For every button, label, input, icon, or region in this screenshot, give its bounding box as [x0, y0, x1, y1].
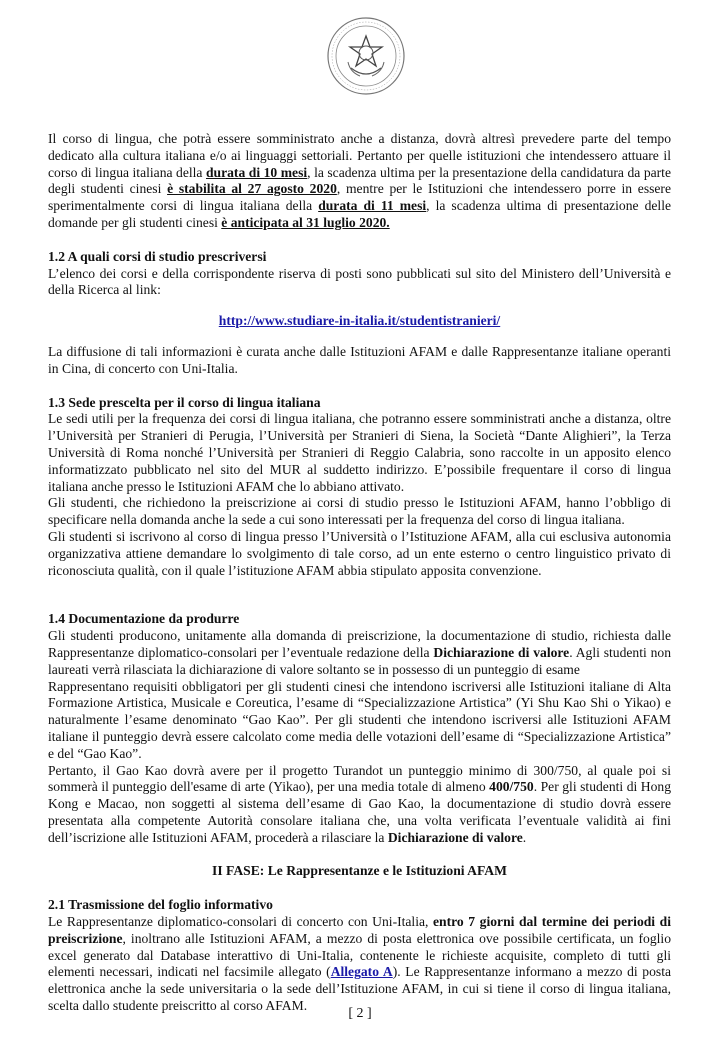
text: . [522, 829, 527, 845]
text: , inoltrano alle Istituzioni AFAM, a mezzo di posta elettronica ove possibile certificata, un foglio excel generato dal Database interattivo di Uni-Italia, contenente le richieste acquisite, completo di tutti gli elementi necessari, indicati nel facsimile allegato ( [48, 930, 671, 980]
emphasis-deadline-jul: è anticipata al 31 luglio 2020. [221, 214, 390, 230]
section-heading-2-1: 2.1 Trasmissione del foglio informativo [48, 897, 273, 913]
emphasis-score: 400/750 [489, 779, 534, 795]
emphasis-duration-11: durata di 11 mesi [318, 198, 427, 214]
paragraph-gao-kao-score [48, 763, 671, 847]
emphasis-7-days: entro 7 giorni dal termine dei periodi di preiscrizione [48, 914, 671, 946]
page-number: [ 2 ] [348, 1006, 372, 1021]
paragraph-preregistration-obligation: Gli studenti, che richiedono la preiscrizione ai corsi di studio presso le Istituzioni AFAM, hanno l’obbligo di specificare nella domanda anche la sede a cui sono interessati per la frequenza del corso di lingua italiana. [48, 495, 671, 528]
italian-republic-emblem-icon [326, 16, 406, 96]
text: ). Le Rappresentanze informano a mezzo di posta elettronica anche la sede universitaria o la sede dell’Istituzione AFAM, in cui si tiene il corso di lingua italiana, scelta dallo studente preiscritto al corso AFAM. [48, 964, 672, 1014]
text: , la scadenza ultima di presentazione delle domande per gli studenti cinesi [48, 198, 671, 230]
paragraph-diffusion: La diffusione di tali informazioni è curata anche dalle Istituzioni AFAM e dalle Rappresentanze italiane operanti in Cina, di concerto con Uni-Italia. [48, 343, 671, 376]
studiare-in-italia-link[interactable]: http://www.studiare-in-italia.it/studentistranieri/ [218, 313, 501, 329]
phase-2-heading: II FASE: Le Rappresentanze e le Istituzioni AFAM [212, 863, 507, 879]
paragraph-transmission [48, 914, 671, 1015]
paragraph-documentation [48, 628, 671, 678]
paragraph-language-course [48, 131, 671, 232]
section-heading-1-4: 1.4 Documentazione da produrre [48, 611, 240, 627]
document-body [48, 131, 671, 1015]
emphasis-duration-10: durata di 10 mesi [205, 164, 308, 180]
emphasis-declaration: Dichiarazione di valore [433, 644, 570, 660]
emphasis-deadline-aug: è stabilita al 27 agosto 2020 [167, 181, 337, 197]
allegato-a-link[interactable]: Allegato A [330, 964, 393, 980]
section-heading-1-3: 1.3 Sede prescelta per il corso di lingua italiana [48, 394, 321, 410]
emphasis-declaration: Dichiarazione di valore [387, 829, 523, 845]
paragraph-enrollment-autonomy: Gli studenti si iscrivono al corso di lingua presso l’Università o l’Istituzione AFAM, alla cui esclusiva autonomia organizzativa attiene demandare lo svolgimento di tale corso, ad un ente esterno o centro linguistico privato di riconosciuta qualità, con il quale l’istituzione AFAM abbia stipulato apposita convenzione. [48, 528, 671, 578]
text: , mentre per le Istituzioni che intendessero porre in essere sperimentalmente corsi di lingua italiana della [48, 181, 671, 214]
text: Pertanto, il Gao Kao dovrà avere per il progetto Turandot un punteggio minimo di 300/750, al quale poi si sommerà il punteggio dell'esame di arte (Yikao), per una media totale di almeno [48, 762, 671, 795]
paragraph-courses-list: L’elenco dei corsi e della corrispondente riserva di posti sono pubblicati sul sito del Ministero dell’Università e della Ricerca al link: [48, 265, 671, 298]
text: . Agli studenti non laureati verrà rilasciata la dichiarazione di valore soltanto se in possesso di un punteggio di esame [48, 644, 672, 677]
text: Le Rappresentanze diplomatico-consolari di concerto con Uni-Italia, [48, 914, 433, 930]
section-heading-1-2: 1.2 A quali corsi di studio prescriversi [48, 248, 267, 264]
text: , la scadenza ultima per la presentazione della candidatura da parte degli studenti cinesi [48, 164, 671, 197]
text: Il corso di lingua, che potrà essere somministrato anche a distanza, dovrà altresì prevedere parte del tempo dedicato alla cultura italiana e/o ai linguaggi settoriali. Pertanto per quelle istituzioni che intendessero attuare il corso di lingua italiana della [48, 131, 671, 180]
text: . Per gli studenti di Hong Kong e Macao, non soggetti al sistema dell’esame di Gao Kao, la documentazione di studio dovrà essere presentata alla competente Autorità consolare italiana che, una volta verificata l’eventuale validità ai fini dell’iscrizione alle Istituzioni AFAM, procederà a rilasciare la [48, 779, 671, 845]
paragraph-course-locations: Le sedi utili per la frequenza dei corsi di lingua italiana, che potranno essere somministrati anche a distanza, oltre l’Università per Stranieri di Perugia, l’Università per Stranieri di Siena, la Società “Dante Alighieri”, la Terza Università di Roma nonché l’Università per Stranieri di Reggio Calabria, sono raccolte in un apposito elenco informatizzato pubblicato nel sito del MUR al suddetto indirizzo. E’possibile frequentare il corso di lingua italiana anche presso le Istituzioni AFAM che lo abbiano attivato. [48, 411, 671, 494]
paragraph-requirements: Rappresentano requisiti obbligatori per gli studenti cinesi che intendono iscriversi alle Istituzioni italiane di Alta Formazione Artistica, Musicale e Coreutica, l’esame di “Specializzazione Artistica” (Yi Shu Kao Shi o Yikao) e naturalmente l’esame denominato “Gao Kao”. Per gli studenti che intendono iscriversi alle Istituzioni AFAM italiane il punteggio devrà essere calcolato come media delle votazioni dell’esame di “Specializzazione Artistica” e del “Gao Kao”. [48, 678, 671, 761]
text: Gli studenti producono, unitamente alla domanda di preiscrizione, la documentazione di studio, richiesta dalle Rappresentanze diplomatico-consolari per l’eventuale redazione della [48, 628, 671, 660]
